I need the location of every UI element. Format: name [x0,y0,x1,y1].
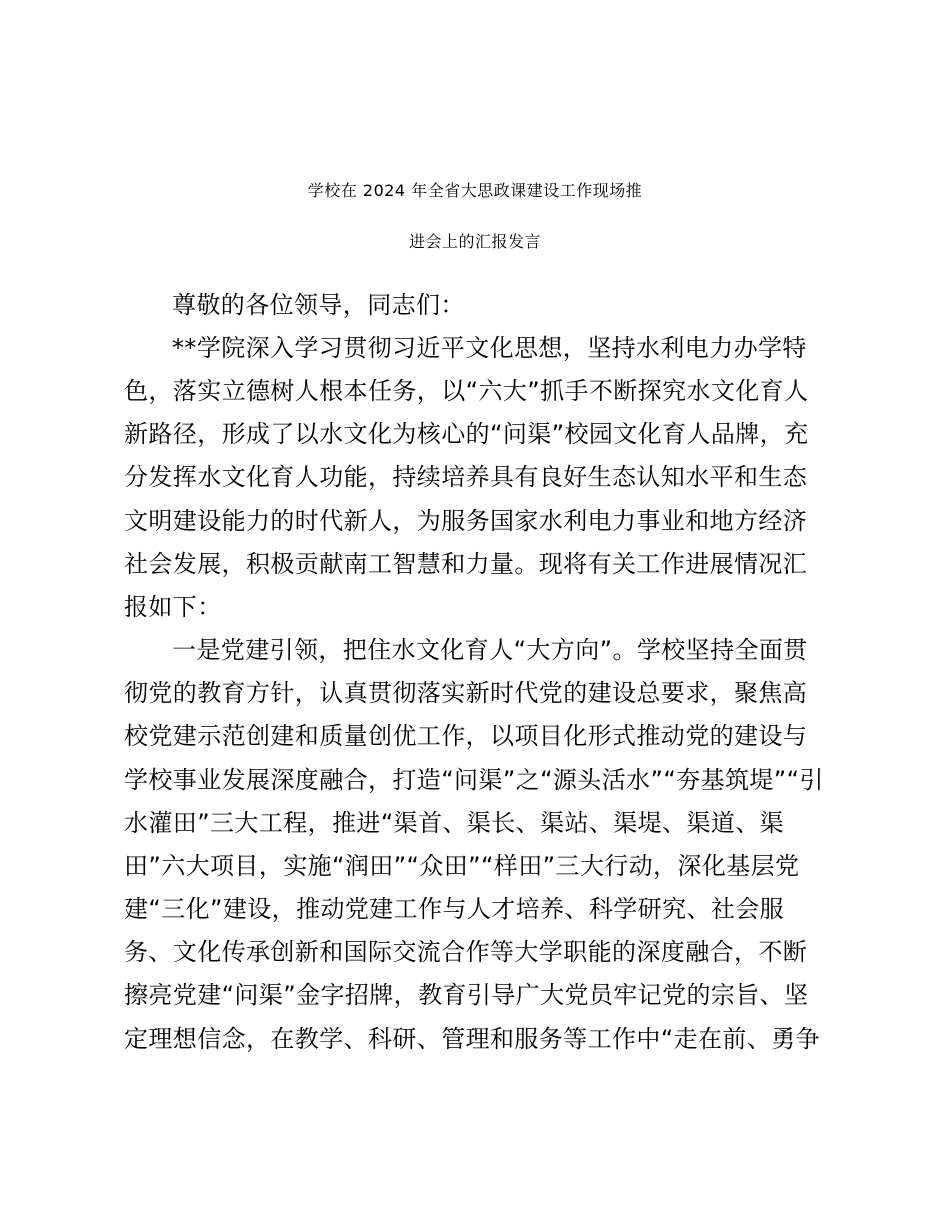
paragraph-2-line: 水灌田”三大工程，推进“渠首、渠长、渠站、渠堤、渠道、渠 [124,809,785,837]
document-title-line-2: 进会上的汇报发言 [408,232,541,251]
document-title-line-1: 学校在 2024 年全省大思政课建设工作现场推 [307,181,643,200]
paragraph-2-line: 校党建示范创建和质量创优工作，以项目化形式推动党的建设与 [124,722,808,750]
paragraph-2-line: 一是党建引领，把住水文化育人“大方向”。学校坚持全面贯 [172,636,808,664]
paragraph-2-line: 建“三化”建设，推动党建工作与人才培养、科学研究、社会服 [124,895,785,923]
paragraph-2-line: 彻党的教育方针，认真贯彻落实新时代党的建设总要求，聚焦高 [124,679,808,707]
paragraph-1-line: 分发挥水文化育人功能，持续培养具有良好生态认知水平和生态 [124,463,808,491]
salutation: 尊敬的各位领导，同志们： [172,291,465,319]
paragraph-2-line: 学校事业发展深度融合，打造“问渠”之“源头活水”“夯基筑堤”“引 [124,766,824,794]
paragraph-1-line: 报如下： [124,593,222,621]
paragraph-1-line: **学院深入学习贯彻习近平文化思想，坚持水利电力办学特 [172,334,807,362]
paragraph-1-line: 社会发展，积极贡献南工智慧和力量。现将有关工作进展情况汇 [124,550,808,578]
paragraph-1-line: 色，落实立德树人根本任务，以“六大”抓手不断探究水文化育人 [124,377,809,405]
paragraph-2-line: 定理想信念，在教学、科研、管理和服务等工作中“走在前、勇争 [124,1025,821,1053]
paragraph-2-line: 务、文化传承创新和国际交流合作等大学职能的深度融合，不断 [124,938,808,966]
paragraph-2-line: 田”六大项目，实施“润田”“众田”“样田”三大行动，深化基层党 [124,852,800,880]
paragraph-1-line: 新路径，形成了以水文化为核心的“问渠”校园文化育人品牌，充 [124,420,809,448]
paragraph-2-line: 擦亮党建“问渠”金字招牌，教育引导广大党员牢记党的宗旨、坚 [124,981,809,1009]
paragraph-1-line: 文明建设能力的时代新人，为服务国家水利电力事业和地方经济 [124,507,808,535]
